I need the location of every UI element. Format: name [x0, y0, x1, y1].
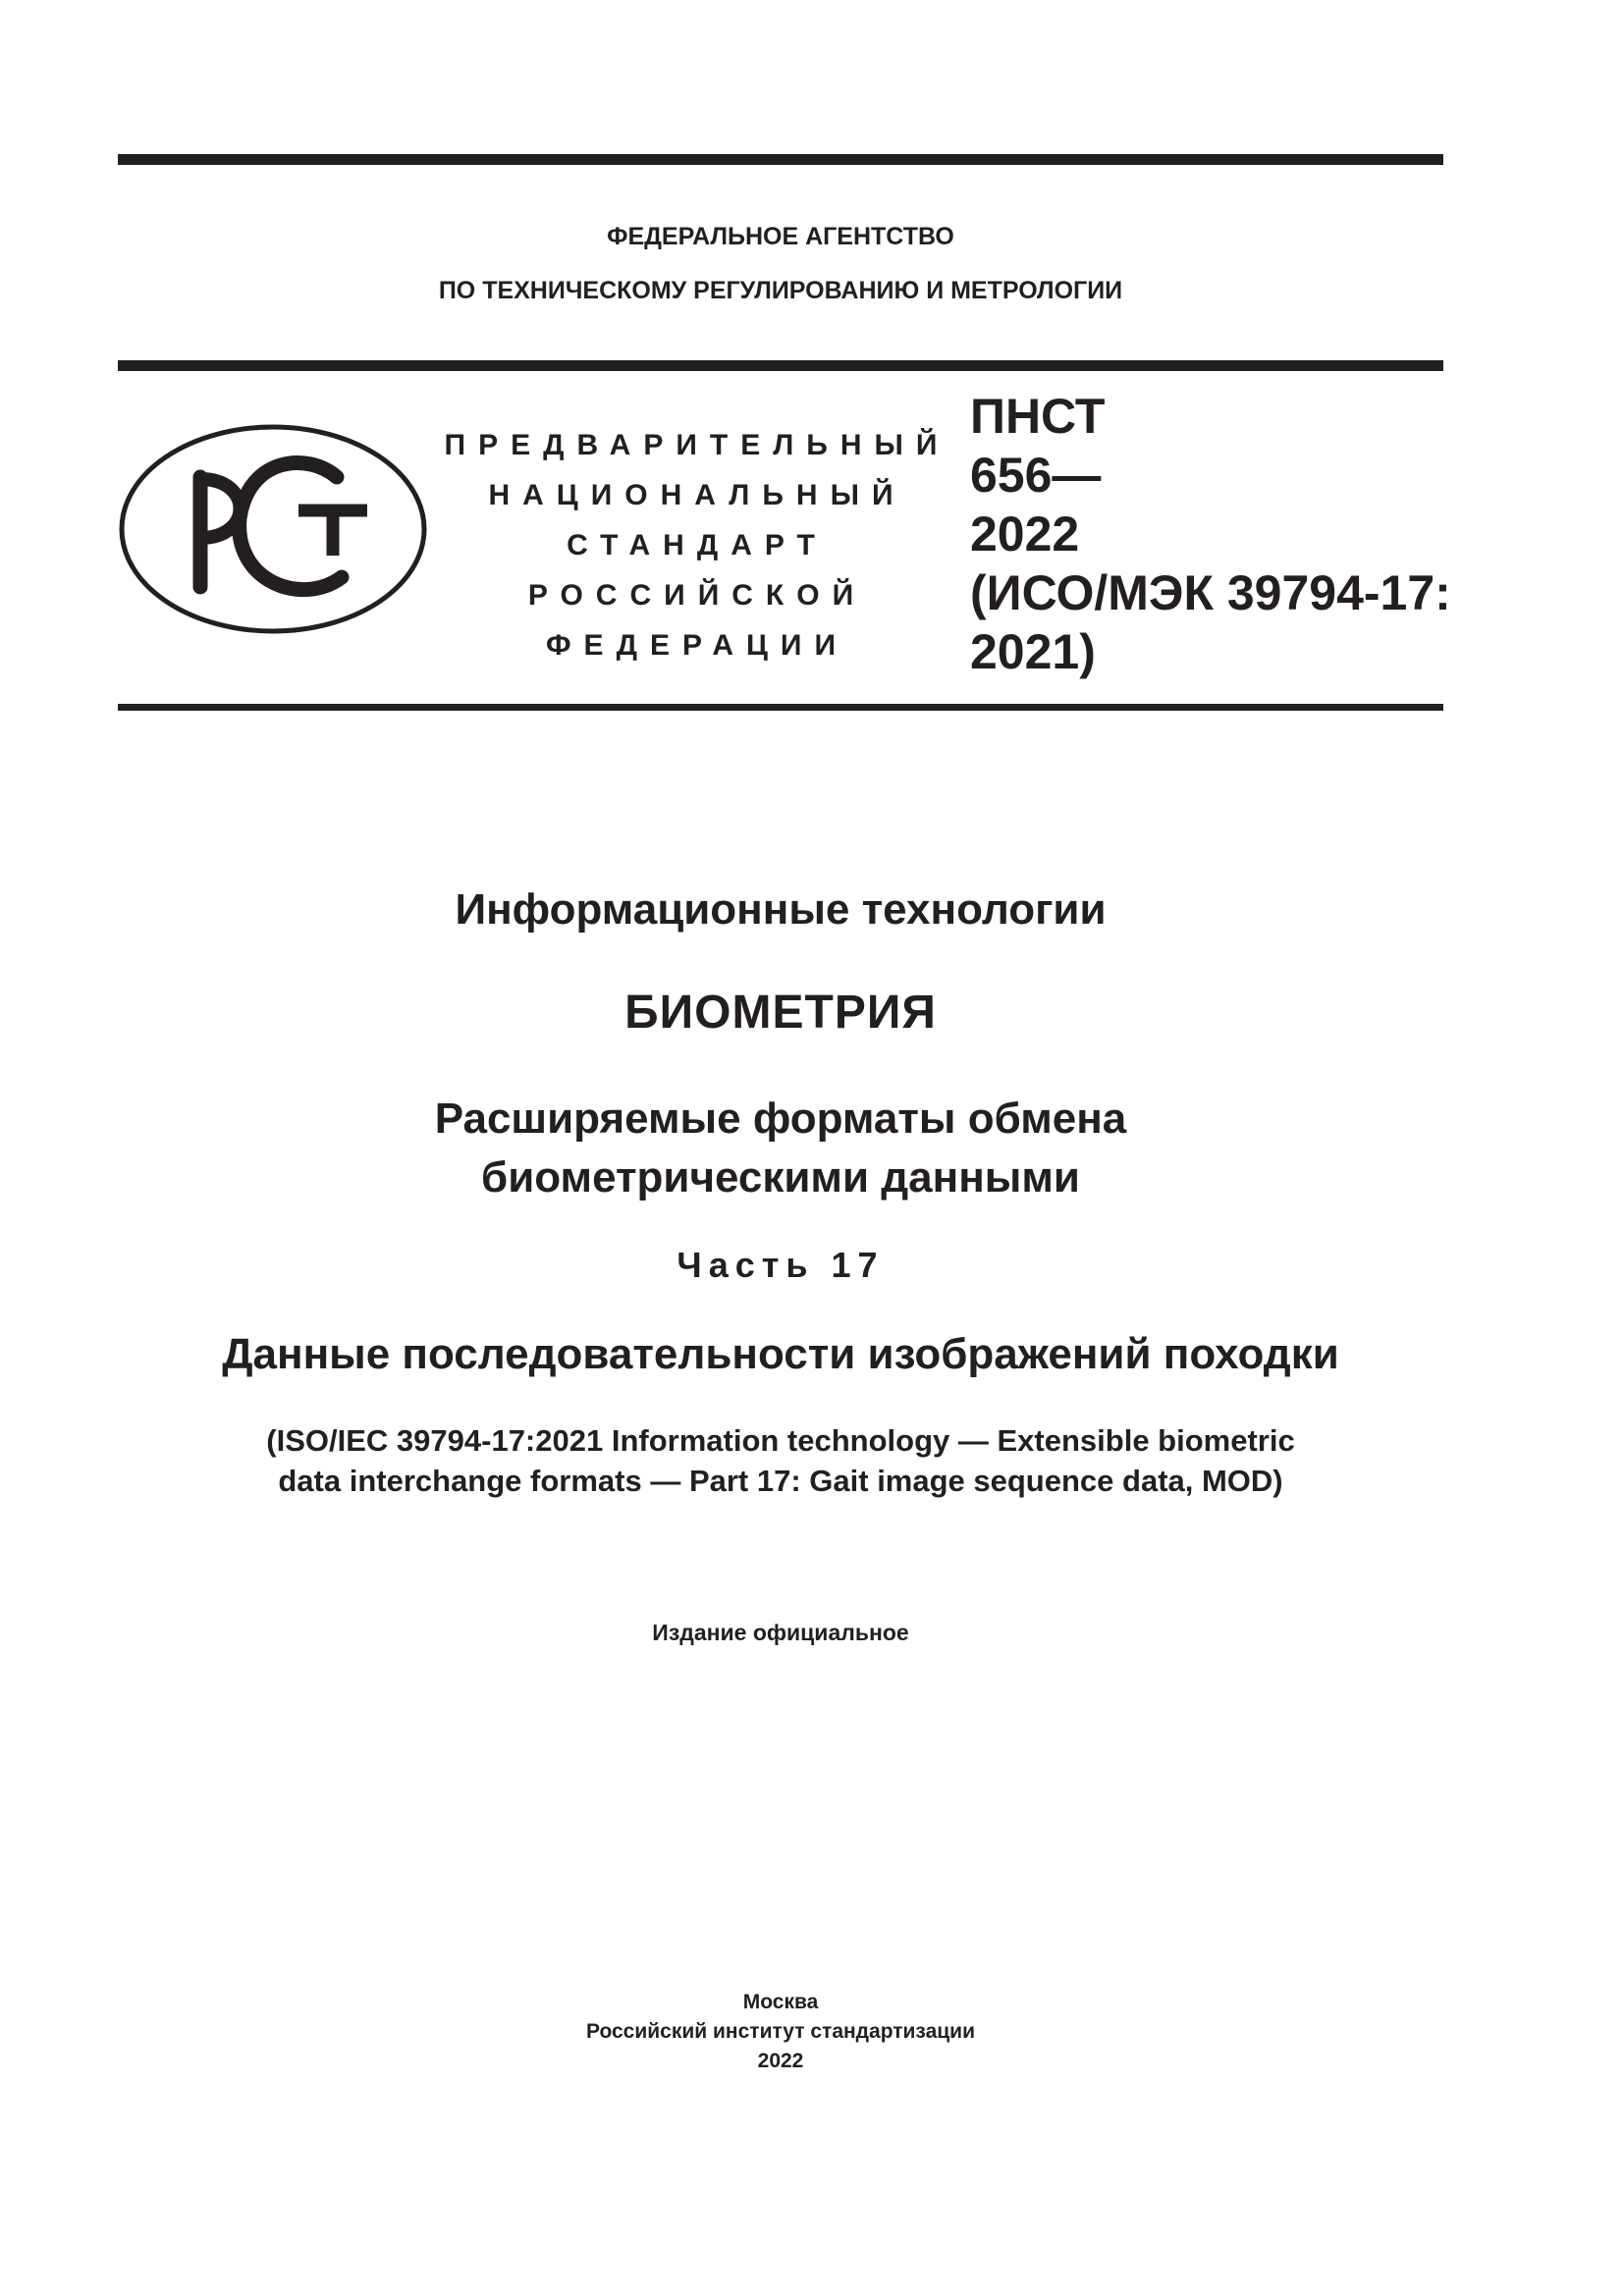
- document-part: Часть 17: [677, 1245, 885, 1285]
- edition-note: Издание официальное: [652, 1620, 909, 1645]
- rst-emblem-icon: [116, 420, 430, 638]
- standard-type-line: СТАНДАРТ: [567, 529, 828, 561]
- standard-type-line: ПРЕДВАРИТЕЛЬНЫЙ: [444, 429, 950, 461]
- document-part-title: Данные последовательности изображений походки: [222, 1330, 1339, 1378]
- english-title: [118, 1420, 1443, 1501]
- standard-number-line: 2021): [970, 624, 1096, 679]
- standard-type-line: ФЕДЕРАЦИИ: [545, 629, 849, 662]
- standard-type-line: РОССИЙСКОЙ: [527, 579, 867, 612]
- standard-number-line: 2022: [970, 507, 1080, 561]
- english-title-line1: (ISO/IEC 39794-17:2021 Information technology — Extensible biometric: [266, 1423, 1295, 1458]
- standard-type-line: НАЦИОНАЛЬНЫЙ: [488, 479, 906, 511]
- agency-name-line1: ФЕДЕРАЛЬНОЕ АГЕНТСТВО: [607, 223, 954, 250]
- imprint-city: Москва: [742, 1991, 819, 2013]
- header-rule: [118, 360, 1443, 371]
- document-title-line1: Расширяемые форматы обмена: [434, 1095, 1127, 1143]
- imprint: [118, 1988, 1443, 2076]
- standard-type: [432, 420, 962, 670]
- imprint-publisher: Российский институт стандартизации: [585, 2020, 976, 2043]
- agency-name-line2: ПО ТЕХНИЧЕСКОМУ РЕГУЛИРОВАНИЮ И МЕТРОЛОГИИ: [438, 277, 1123, 304]
- document-subject: Информационные технологии: [455, 885, 1107, 934]
- standard-number: [970, 387, 1451, 681]
- imprint-year: 2022: [757, 2050, 804, 2072]
- document-title: [118, 1090, 1443, 1207]
- standard-number-line: (ИСО/МЭК 39794-17:: [970, 565, 1451, 620]
- top-rule: [118, 154, 1443, 165]
- document-domain: БИОМЕТРИЯ: [624, 987, 937, 1039]
- english-title-line2: data interchange formats — Part 17: Gait image sequence data, MOD): [278, 1464, 1283, 1498]
- standard-number-line: 656—: [970, 448, 1102, 503]
- title-block-rule: [118, 704, 1443, 711]
- standard-number-line: ПНСТ: [970, 389, 1106, 444]
- document-title-line2: биометрическими данными: [481, 1153, 1080, 1201]
